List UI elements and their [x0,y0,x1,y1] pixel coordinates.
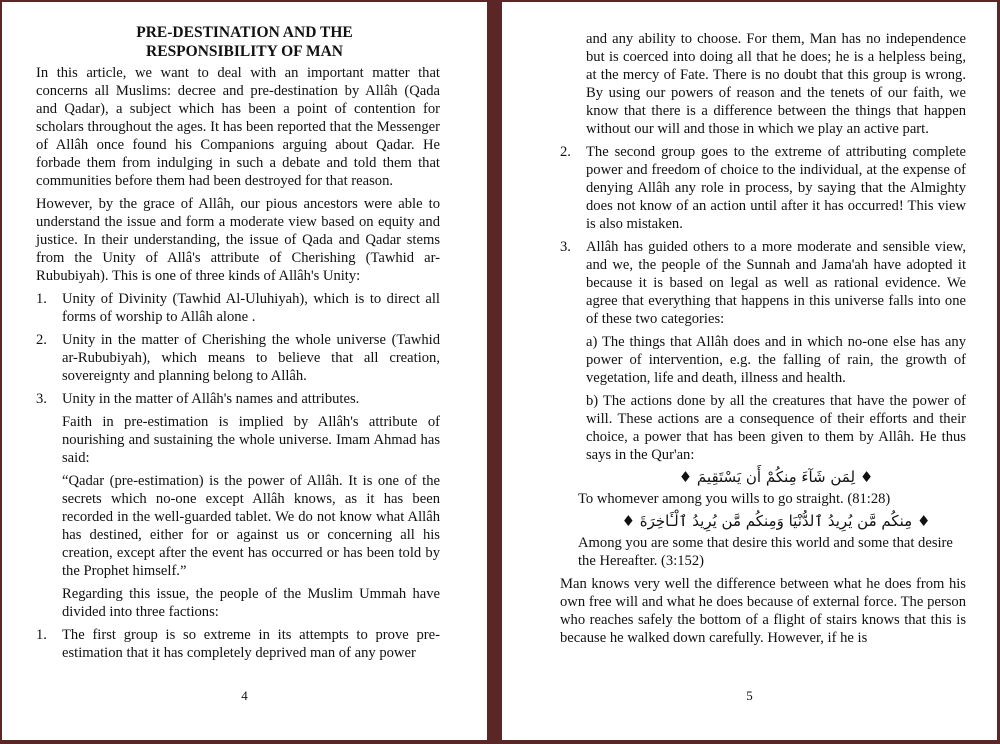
intro-paragraph: In this article, we want to deal with an important matter that concerns all Muslims: decree and pre-destination by Allâh (Qada and Qadar), a subject which has been a point of contention for scholars throughout the ages. It has been reported that the Messenger of Allâh once found his Companions arguing about Qadar. He forbade them from indulging in such a debate and told them that communities before them had been destroyed for that reason. [36,65,440,189]
list-number: 2. [560,144,571,160]
faith-paragraph: Faith in pre-estimation is implied by Allâh's attribute of nourishing and sustaining the whole universe. Imam Ahmad has said: [62,414,440,466]
arabic-verse-3-152: ♦ مِنكُم مَّن يُرِيدُ ٱلدُّنْيَا وَمِنكُم مَّن يُرِيدُ ٱلْـَٔاخِرَةَ ♦ [621,512,931,530]
imam-ahmad-quote: “Qadar (pre-estimation) is the power of Allâh. It is one of the secrets which no-one except Allâh knows, as it has been recorded in the well-guarded tablet. We do not know what Allâh has destined, either for or against us or concerning all his creation, except after the event has occurred or has been told by the Prophet himself.” [62,473,440,579]
right-text-column [560,30,966,652]
grace-paragraph: However, by the grace of Allâh, our pious ancestors were able to understand the issue and form a moderate view based on equity and justice. In their understanding, the issue of Qada and Qadar stems from the Unity of Allâ's attribute of Cherishing (Tawhid ar-Rububiyah). This is one of three kinds of Allâh's Unity: [36,196,440,284]
unity-list-item [36,331,440,385]
factions-intro: Regarding this issue, the people of the Muslim Ummah have divided into three factions: [62,586,440,620]
list-number: 1. [36,291,47,307]
category-a: a) The things that Allâh does and in which no-one else has any power of intervention, e.g. the falling of rain, the growth of vegetation, life and death, illness and health. [586,334,966,386]
left-text-column [36,64,440,667]
list-text: Unity in the matter of Cherishing the whole universe (Tawhid ar-Rububiyah), which means to believe that all creation, sovereignty and planning belong to Allâh. [62,332,440,384]
page-number: 4 [241,688,248,703]
list-number: 3. [36,391,47,407]
faction-list-item [560,238,966,328]
list-number: 2. [36,332,47,348]
list-text: The second group goes to the extreme of attributing complete power and freedom of choice to the individual, at the expense of denying Allâh any role in process, by saying that the Almighty does not know of an action until after it has occurred! This view is also mistaken. [586,144,966,232]
list-number: 3. [560,239,571,255]
closing-paragraph: Man knows very well the difference between what he does from his own free will and what he does because of external force. The person who reaches safely the bottom of a flight of stairs knows that this is because he walked down carefully. However, if he is [560,576,966,646]
unity-list-item [36,390,440,408]
faction-list-item [560,143,966,233]
right-page [502,2,997,740]
faction1-continued: and any ability to choose. For them, Man has no independence but is coerced into doing all that he does; he is a helpless being, at the mercy of Fate. There is no doubt that this group is wrong. By using our powers of reason and the tenets of our faith, we know that there is a difference between the things that happen without our will and those in which we play an active part. [586,31,966,137]
left-page [2,2,487,740]
unity-list-item [36,290,440,326]
title-line-1: PRE-DESTINATION AND THE [136,24,353,41]
verse-translation-81-28: To whomever among you wills to go straight. (81:28) [578,491,891,507]
faction-list-item [36,626,440,662]
list-text: Allâh has guided others to a more moderate and sensible view, and we, the people of the Sunnah and Jama'ah have adopted it because it is based on legal as well as rational evidence. We agree that everything that happens in this universe falls into one of these two categories: [586,239,966,327]
list-text: The first group is so extreme in its attempts to prove pre-estimation that it has completely deprived man of any power [62,627,440,661]
arabic-verse-81-28: ♦ لِمَن شَآءَ مِنكُمْ أَن يَسْتَقِيمَ ♦ [678,468,874,486]
verse-translation-3-152: Among you are some that desire this world and some that desire the Hereafter. (3:152) [578,535,953,569]
title-line-2: RESPONSIBILITY OF MAN [146,43,343,60]
list-text: Unity in the matter of Allâh's names and attributes. [62,391,360,407]
article-title [2,23,487,61]
page-number: 5 [746,688,753,703]
list-number: 1. [36,627,47,643]
category-b: b) The actions done by all the creatures that have the power of will. These actions are a consequence of their efforts and their choice, a power that has been given to them by Allâh. He thus says in the Qur'an: [586,393,966,463]
list-text: Unity of Divinity (Tawhid Al-Uluhiyah), which is to direct all forms of worship to Allâh alone . [62,291,440,325]
